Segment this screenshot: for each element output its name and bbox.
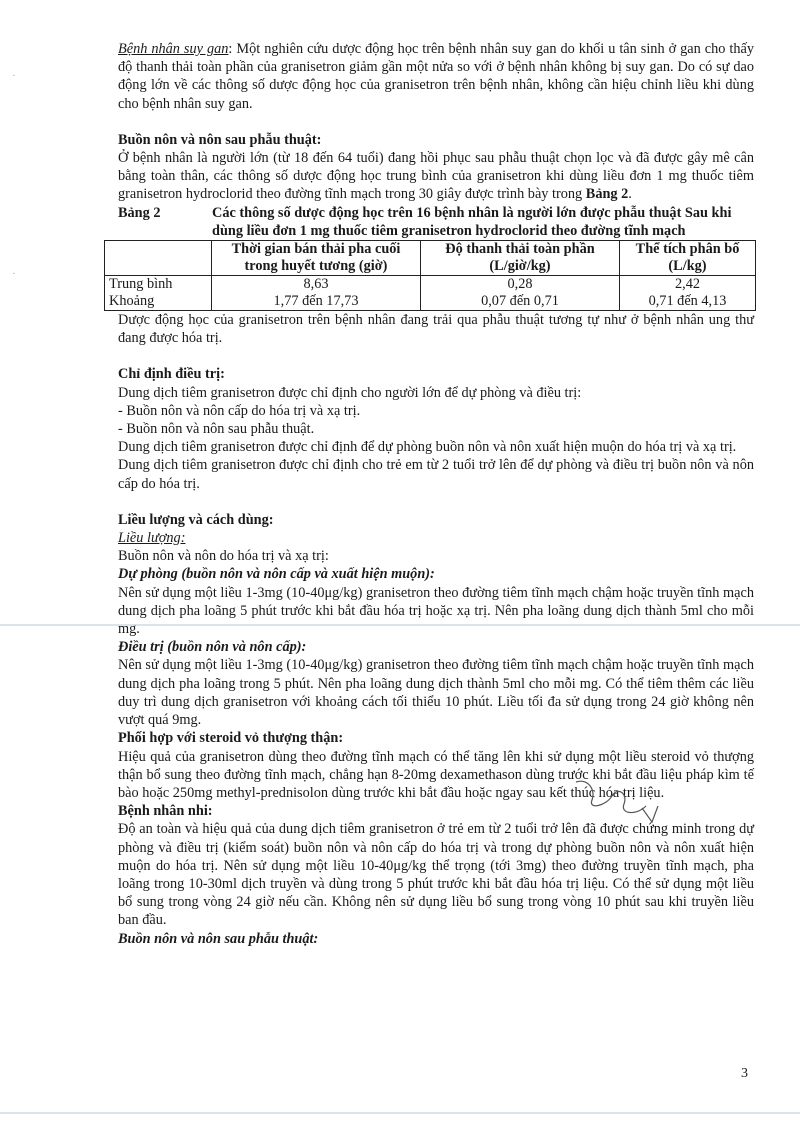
pediatric-heading: Bệnh nhân nhi: (118, 803, 213, 820)
table-cell: Trung bình (105, 276, 212, 294)
scan-dot: · (12, 268, 16, 280)
dosage-sub-intro: Buồn nôn và nôn do hóa trị và xạ trị: (118, 548, 329, 565)
table-cell: 0,71 đến 4,13 (620, 293, 756, 311)
scan-dot: · (12, 70, 16, 82)
table-ref: Bảng 2 (585, 186, 629, 203)
table-header-cell: Độ thanh thải toàn phần (L/giờ/kg) (421, 241, 620, 276)
steroid-heading: Phối hợp với steroid vỏ thượng thận: (118, 730, 344, 747)
postop-pk-heading: Buồn nôn và nôn sau phẫu thuật: (118, 131, 322, 148)
treatment-text: Nên sử dụng một liều 1-3mg (10-40μg/kg) granisetron theo đường tiêm tĩnh mạch chậm hoặc truyền tĩnh mạch dung dịch pha loãng trong 5 phút. Nên pha loãng dung dịch thành 5ml cho mỗi mg. Có thể tiêm thêm các liều duy trì dung dịch granisetron với khoảng cách tối thiểu 10 phút. Liều tối đa sử dụng trong 24 giờ không nên vượt quá 9mg. (118, 657, 754, 729)
hepatic-text: : Một nghiên cứu dược động học trên bệnh nhân suy gan do khối u tân sinh ở gan cho thấy độ thanh thải toàn phần của granisetron giảm gần một nửa so với ở bệnh nhân không bị suy gan. Do có sự dao động lớn về các thông số dược động học của granisetron trên bệnh nhân, không cần hiệu chỉnh liều khi dùng cho bệnh nhân suy gan. (118, 41, 754, 112)
hepatic-label: Bệnh nhân suy gan (118, 41, 229, 57)
pediatric-text: Độ an toàn và hiệu quả của dung dịch tiêm granisetron ở trẻ em từ 2 tuổi trở lên đã được chứng minh trong dự phòng và điều trị (kiểm soát) buồn nôn và nôn cấp do hóa trị và trong dự phòng buồn nôn và nôn xuất hiện muộn do hóa trị. Nên sử dụng một liều 10-40μg/kg thể trọng (tới 3mg) theo đường truyền tĩnh mạch, pha loãng trong 10-30ml dịch truyền và dùng trong 5 phút trước khi bắt đầu hóa trị liệu. Có thể sử dụng một liều bổ sung trong vòng 24 giờ nếu cần. Không nên sử dụng liều bổ sung trong vòng 10 phút sau khi truyền liều ban đầu. (118, 821, 754, 929)
table-header-row (105, 241, 756, 276)
indication-item: - Buồn nôn và nôn cấp do hóa trị và xạ trị. (118, 402, 361, 419)
table2-label: Bảng 2 (118, 204, 161, 221)
pk-table (104, 240, 756, 311)
indication-item: - Buồn nôn và nôn sau phẫu thuật. (118, 421, 315, 438)
dosage-heading: Liều lượng và cách dùng: (118, 511, 274, 528)
indications-paragraph: Dung dịch tiêm granisetron được chỉ định để dự phòng buồn nôn và nôn xuất hiện muộn do hóa trị và xạ trị. (118, 439, 737, 456)
postop-pk-text: Ở bệnh nhân là người lớn (từ 18 đến 64 tuổi) đang hồi phục sau phẫu thuật chọn lọc và đã được gây mê cân bằng toàn thân, các thông số dược động học trung bình của granisetron khi dùng liều đơn 1 mg thuốc tiêm granisetron hydroclorid theo đường tĩnh mạch trong 30 giây được trình bày trong Bảng 2. (118, 150, 754, 203)
dosage-sub-label: Liều lượng: (118, 530, 186, 547)
hepatic-paragraph (118, 40, 754, 113)
page-number: 3 (741, 1066, 748, 1081)
table-cell: 8,63 (212, 276, 421, 294)
table-header-cell: Thời gian bán thải pha cuối trong huyết tương (giờ) (212, 241, 421, 276)
table-cell: 0,07 đến 0,71 (421, 293, 620, 311)
table-row (105, 276, 756, 294)
scan-line (0, 1112, 800, 1114)
table-cell: 1,77 đến 17,73 (212, 293, 421, 311)
indications-intro: Dung dịch tiêm granisetron được chỉ định cho người lớn để dự phòng và điều trị: (118, 384, 582, 401)
prevention-text: Nên sử dụng một liều 1-3mg (10-40μg/kg) granisetron theo đường tiêm tĩnh mạch chậm hoặc truyền tĩnh mạch dung dịch pha loãng 5 phút trước khi bắt đầu hóa trị hoặc xạ trị. Nên pha loãng dung dịch thành 5ml cho mỗi mg. (118, 584, 754, 638)
table-header-cell: Thể tích phân bố (L/kg) (620, 241, 756, 276)
steroid-text: Hiệu quả của granisetron dùng theo đường tĩnh mạch có thể tăng lên khi sử dụng một liều steroid vỏ thượng thận bổ sung theo đường tĩnh mạch, chẳng hạn 8-20mg dexamethason dùng trước khi bắt đầu liệu pháp kìm tế bào hoặc 250mg methyl-prednisolon dùng trước khi bắt đầu hoặc ngay sau kết thúc hóa trị liệu. (118, 748, 754, 801)
table-cell: Khoảng (105, 293, 212, 311)
table2-caption (118, 204, 754, 240)
table-row (105, 293, 756, 311)
table2-title: Các thông số dược động học trên 16 bệnh nhân là người lớn được phẫu thuật Sau khi dùng liều đơn 1 mg thuốc tiêm granisetron hydroclorid theo đường tĩnh mạch (212, 204, 732, 239)
table-header-cell (105, 241, 212, 276)
initials-scribble (566, 776, 666, 826)
indications-heading: Chỉ định điều trị: (118, 366, 225, 383)
postop-dosage-heading: Buồn nôn và nôn sau phẫu thuật: (118, 930, 319, 947)
table-cell: 0,28 (421, 276, 620, 294)
treatment-heading: Điều trị (buồn nôn và nôn cấp): (118, 639, 307, 656)
prevention-heading: Dự phòng (buồn nôn và nôn cấp và xuất hiện muộn): (118, 566, 435, 583)
table-cell: 2,42 (620, 276, 756, 294)
table2-note: Dược động học của granisetron trên bệnh nhân đang trải qua phẫu thuật tương tự như ở bệnh nhân ung thư đang được hóa trị. (118, 312, 754, 347)
indications-paragraph: Dung dịch tiêm granisetron được chỉ định cho trẻ em từ 2 tuổi trở lên để dự phòng và điều trị buồn nôn và nôn cấp do hóa trị. (118, 457, 754, 492)
